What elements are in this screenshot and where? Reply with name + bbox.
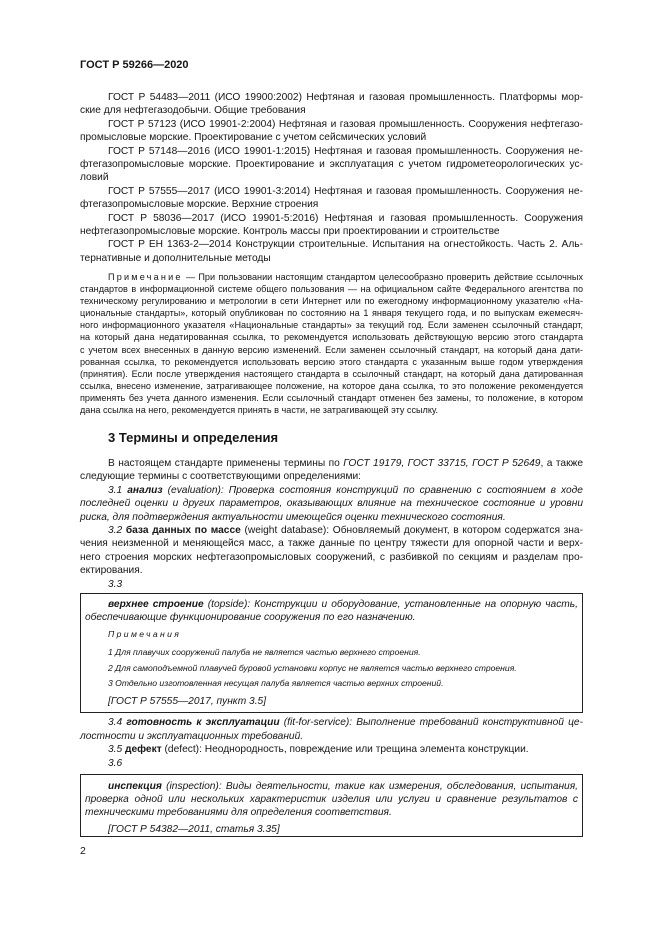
term-line bbox=[85, 598, 578, 611]
note-line: (принятия). Если после утверждения настоящего стандарта в ссылочный стандарт, на который дана датированная bbox=[80, 368, 583, 379]
reference-line: ГОСТ Р 58036—2017 (ИСО 19901-5:2016) Нефтяная и газовая промышленность. Сооружения bbox=[108, 212, 583, 224]
term-number: 3.2 bbox=[108, 524, 123, 536]
term-line bbox=[80, 743, 583, 757]
reference-line: ГОСТ Р ЕН 1363-2—2014 Конструкции строительные. Испытания на огнестойкость. Часть 2. Аль- bbox=[108, 239, 583, 251]
intro-cited-standards: ГОСТ 19179, ГОСТ 33715, ГОСТ Р 52649 bbox=[343, 458, 541, 469]
term-3-6-definition-box bbox=[80, 774, 583, 837]
reference-line: ГОСТ Р 54483—2011 (ИСО 19900:2002) Нефтяная и газовая промышленность. Платформы мор- bbox=[108, 92, 583, 103]
term-number: 3.3 bbox=[108, 578, 123, 590]
note-line: ссылка, внесено изменение, затрагивающее положение, на которое дана ссылка, то это положение рекомендуется bbox=[80, 380, 583, 391]
term-line bbox=[85, 780, 578, 793]
paragraph-line: следующие термины с соответствующими определениями: bbox=[80, 471, 361, 483]
reference-item bbox=[80, 212, 583, 239]
note-line bbox=[80, 271, 583, 283]
term-text: (fit-for-service): Выполнение требований конструктивной це- bbox=[283, 717, 583, 728]
term-3-2 bbox=[80, 524, 583, 578]
term-3-3-definition-box bbox=[80, 593, 583, 713]
term-note: 1 Для плавучих сооружений палуба не является частью верхнего строения. bbox=[108, 647, 421, 657]
term-text: (defect): Неоднородность, повреждение или трещина элемента конструкции. bbox=[164, 744, 529, 755]
section-body bbox=[80, 716, 583, 770]
reference-line: ловий bbox=[80, 172, 109, 184]
reference-line: промысловые морские. Проектирование с учетом сейсмических условий bbox=[80, 132, 427, 144]
note-line: дана ссылка на него, рекомендуется принять в части, не затрагивающей эту ссылку. bbox=[80, 405, 439, 416]
reference-line: нефтегазопромысловые морские. Контроль массы при проектировании и строительстве bbox=[80, 225, 500, 237]
term-line: обеспечивающие функционирование сооружения по его назначению. bbox=[85, 612, 416, 623]
term-text: (weight database): Обновляемый документ, в котором содержатся зна- bbox=[244, 524, 583, 536]
term-name: готовность к эксплуатации bbox=[126, 717, 280, 728]
term-line bbox=[80, 484, 583, 497]
term-notes-label: Примечания bbox=[108, 629, 182, 639]
note-line: ного информационного указателя «Национальные стандарты» за текущий год. Если заменен ссылочный стандарт, bbox=[80, 320, 583, 331]
note-line: циональные стандарты», который опубликован по состоянию на 1 января текущего года, и по выпускам ежемесяч- bbox=[80, 308, 583, 319]
reference-line: фтегазопромысловые морские. Проектирование и эксплуатация с учетом гидрометеорологических ус- bbox=[80, 158, 583, 170]
term-number: 3.1 bbox=[108, 484, 123, 496]
term-line bbox=[80, 524, 583, 537]
term-line: ектирования. bbox=[80, 565, 143, 577]
reference-note bbox=[80, 271, 583, 416]
term-line bbox=[80, 716, 583, 730]
term-name: анализ bbox=[127, 484, 163, 496]
note-line: применять без учета данного изменения. Если ссылочный стандарт отменен без замены, то положение, в котором bbox=[80, 392, 583, 403]
term-line: техническими требованиями для определения соответствия. bbox=[85, 807, 392, 818]
reference-item bbox=[80, 118, 583, 145]
term-note: 3 Отдельно изготовленная несущая палуба является частью верхних строений. bbox=[108, 678, 444, 688]
document-code: ГОСТ Р 59266—2020 bbox=[80, 59, 189, 71]
reference-line: ГОСТ Р 57555—2017 (ИСО 19901-3:2014) Нефтяная и газовая промышленность. Сооружения не- bbox=[108, 185, 583, 197]
term-line: лостности и эксплуатационных требований. bbox=[80, 730, 304, 742]
reference-line: ГОСТ Р 57148—2016 (ИСО 19901-1:2015) Нефтяная и газовая промышленность. Сооружения не- bbox=[108, 145, 583, 157]
paragraph-line bbox=[80, 457, 583, 470]
section-heading: 3 Термины и определения bbox=[108, 430, 279, 445]
reference-item bbox=[80, 145, 583, 185]
term-number: 3.6 bbox=[108, 757, 123, 769]
term-number: 3.5 bbox=[108, 744, 123, 755]
reference-line: фтегазопромысловые морские. Верхние строения bbox=[80, 199, 319, 211]
normative-references-list bbox=[80, 91, 583, 265]
note-text: — При пользовании настоящим стандартом целесообразно проверить действие ссылочных bbox=[185, 272, 584, 282]
term-3-1 bbox=[80, 484, 583, 524]
term-text: (topside): Конструкции и оборудование, установленные на опорную часть, bbox=[207, 599, 578, 610]
term-line: чения неизменной и меняющейся масс, а также данные по центру тяжести для опорной части и верх- bbox=[80, 538, 583, 550]
note-line: рованная ссылка, то рекомендуется использовать версию этого стандарта с указанным выше годом утверждения bbox=[80, 356, 583, 367]
term-name: инспекция bbox=[108, 781, 162, 792]
reference-item bbox=[80, 238, 583, 265]
reference-line: тернативные и дополнительные методы bbox=[80, 252, 271, 264]
term-text: (inspection): Виды деятельности, такие как измерения, обследования, испытания, bbox=[166, 781, 578, 792]
note-line: техническому регулированию и метрологии в сети Интернет или по ежегодному информационному указателю «На- bbox=[80, 296, 583, 307]
reference-item bbox=[80, 185, 583, 212]
reference-line: ГОСТ Р 57123 (ИСО 19901-2:2004) Нефтяная и газовая промышленность. Сооружения нефтегазо- bbox=[108, 118, 583, 130]
term-line: него строения морских нефтегазопромысловых сооружений, с разбивкой по секциям и разделам про- bbox=[80, 551, 583, 563]
reference-item bbox=[80, 91, 583, 118]
note-label: Примечание bbox=[108, 272, 183, 282]
intro-paragraph bbox=[80, 457, 583, 484]
term-name: верхнее строение bbox=[108, 599, 204, 610]
note-line: стандартов в информационной системе общего пользования — на официальном сайте Федерального агентства по bbox=[80, 284, 583, 295]
term-source: [ГОСТ Р 54382—2011, статья 3.35] bbox=[108, 823, 280, 835]
term-text: (evaluation): Проверка состояния конструкций по сравнению с состоянием в ходе bbox=[167, 484, 583, 496]
term-name: дефект bbox=[125, 744, 162, 755]
term-3-5 bbox=[80, 743, 583, 757]
reference-line: ские для нефтегазодобычи. Общие требования bbox=[80, 105, 306, 117]
intro-lead: В настоящем стандарте применены термины по bbox=[108, 458, 340, 469]
page-number: 2 bbox=[80, 845, 86, 857]
term-source: [ГОСТ Р 57555—2017, пункт 3.5] bbox=[108, 695, 267, 707]
term-line: проверка одной или нескольких характеристик изделия или услуги и сравнение результатов с bbox=[85, 794, 578, 805]
term-number: 3.4 bbox=[108, 717, 123, 728]
intro-tail: , а также bbox=[540, 458, 584, 469]
section-body bbox=[80, 457, 583, 591]
note-line: с учетом всех внесенных в данную версию изменений. Если заменен ссылочный стандарт, на который дана дати- bbox=[80, 344, 583, 355]
term-note: 2 Для самоподъемной плавучей буровой установки корпус не является частью верхнего строения. bbox=[108, 662, 517, 673]
term-name: база данных по массе bbox=[125, 524, 241, 536]
term-line: риска, для подтверждения актуальности имеющейся оценки технического состояния. bbox=[80, 511, 506, 523]
term-3-4 bbox=[80, 716, 583, 743]
note-line: на который дана недатированная ссылка, то рекомендуется использовать действующую версию этого стандарта bbox=[80, 332, 583, 343]
term-line: последней оценки и других параметров, оказывающих влияние на техническое состояние и уровни bbox=[80, 498, 583, 510]
